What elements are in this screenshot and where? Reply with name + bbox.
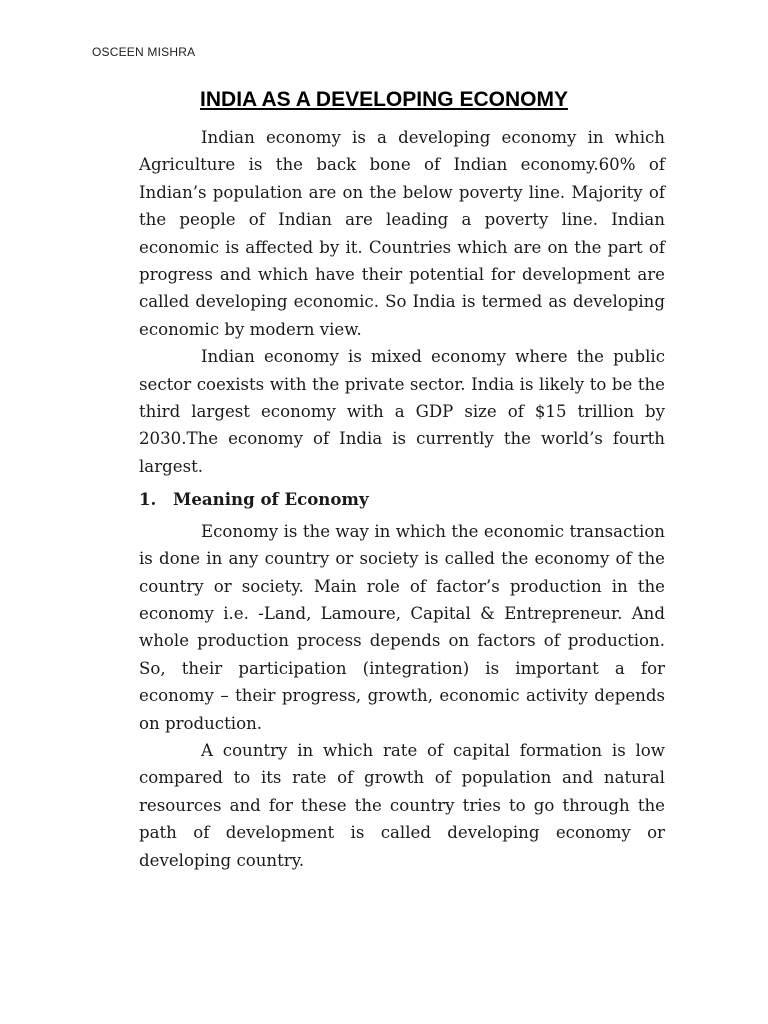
section-heading <box>139 486 665 513</box>
section-title: Meaning of Economy <box>173 489 369 510</box>
paragraph-meaning: Economy is the way in which the economic transaction is done in any country or society is called the economy of the country or society. Main role of factor’s production in the economy i.e. -Land, Lamoure, Capital & Entrepreneur. And whole production process depends on factors of production. So, their participation (integration) is important a for economy – their progress, growth, economic activity depends on production. <box>139 521 665 733</box>
paragraph-intro: Indian economy is a developing economy in which Agriculture is the back bone of Indian economy.60% of Indian’s population are on the below poverty line. Majority of the people of Indian are leading a poverty line. Indian economic is affected by it. Countries which are on the part of progress and which have their potential for development are called developing economic. So India is termed as developing economic by modern view. <box>139 128 665 339</box>
document-title: INDIA AS A DEVELOPING ECONOMY <box>200 88 568 111</box>
section-number: 1. <box>139 489 157 510</box>
paragraph-mixed-economy: Indian economy is mixed economy where the public sector coexists with the private sector. India is likely to be the third largest economy with a GDP size of $15 trillion by 2030.The economy of India is currently the world’s fourth largest. <box>139 347 665 476</box>
author-name: OSCEEN MISHRA <box>92 45 196 59</box>
document-body <box>139 124 665 874</box>
paragraph-developing-country: A country in which rate of capital formation is low compared to its rate of growth of population and natural resources and for these the country tries to go through the path of development is called developing economy or developing country. <box>139 740 665 870</box>
